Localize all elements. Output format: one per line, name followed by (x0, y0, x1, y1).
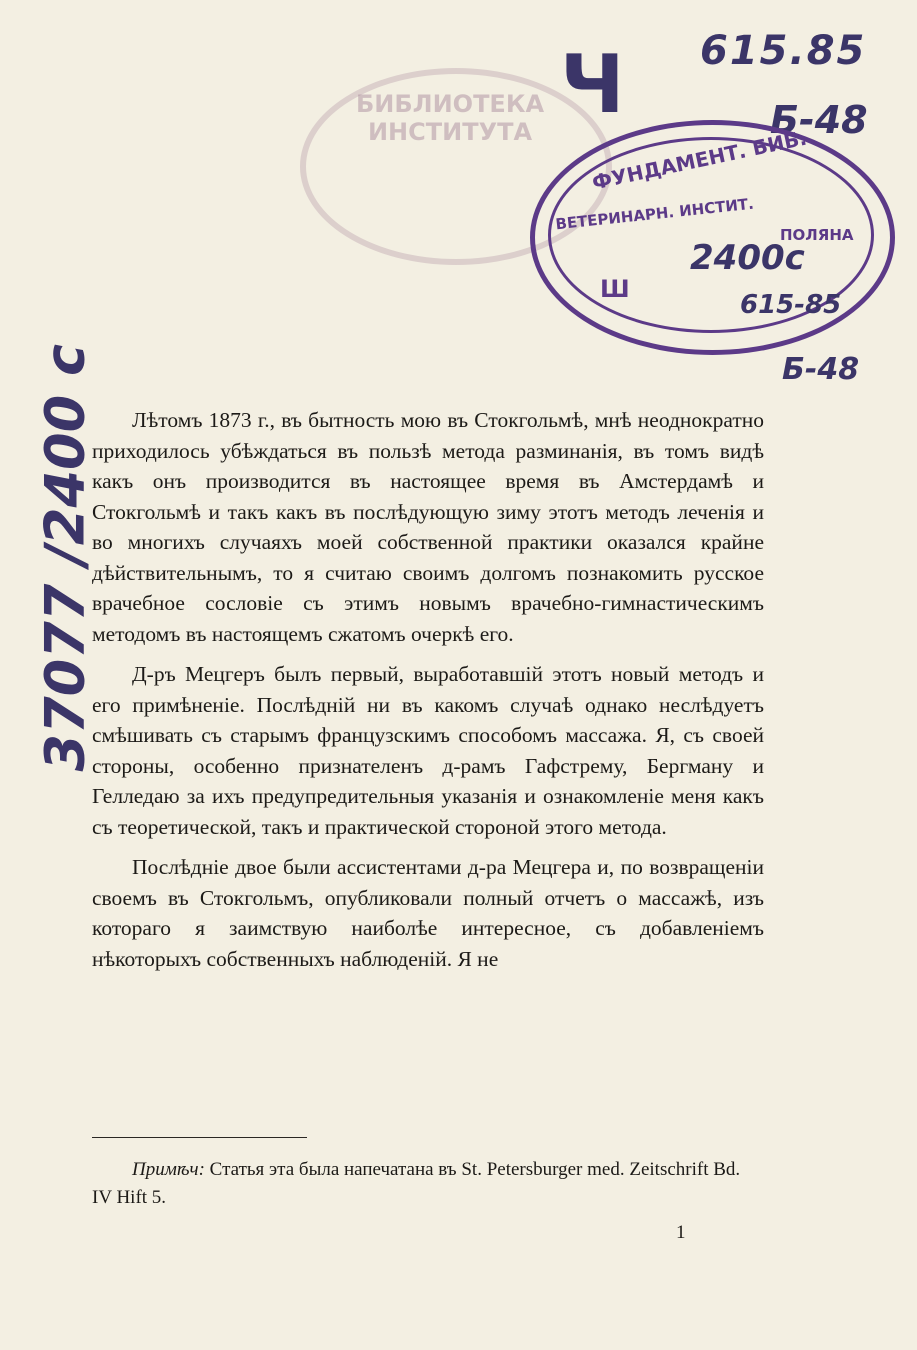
catalog-sub-handwritten: Б-48 (770, 98, 868, 142)
stamp-inventory-number: 2400с (690, 238, 805, 278)
footnote-text: Статья эта была напечатана въ St. Petersburger med. Zeitschrift Bd. IV Hift 5. (92, 1159, 741, 1208)
footnote-divider (92, 1137, 307, 1138)
catalog-right-handwritten: Б-48 (782, 352, 860, 387)
stamp-line-1: ФУНДАМЕНТ. БИБ. (589, 125, 809, 195)
footnote (92, 1156, 764, 1212)
handwritten-mark: Ч (560, 38, 625, 131)
paragraph-2: Д-ръ Мецгеръ былъ первый, выработавшій этотъ новый методъ и его примѣненіе. Послѣдній ни въ какомъ случаѣ однако неслѣдуетъ смѣшивать съ старымъ французскимъ способомъ массажа. Я, съ своей стороны, особенно признателенъ д-рамъ Гафстрему, Бергману и Гелледаю за ихъ предупредительныя указанія и ознакомленіе меня какъ съ теоретической, такъ и практической стороной этого метода. (92, 662, 764, 839)
footnote-label: Примѣч: (132, 1159, 205, 1180)
paragraph-3: Послѣдніе двое были ассистентами д-ра Мецгера и, по возвращеніи своемъ въ Стокгольмъ, опубликовали полный отчетъ о массажѣ, изъ котораго я заимствую наиболѣе интересное, съ добавленіемъ нѣкоторыхъ собственныхъ наблюденій. Я не (92, 855, 764, 971)
stamp-line-3: ПОЛЯНА (780, 226, 854, 244)
margin-handwritten-note: 37077 /2400 с (33, 344, 97, 772)
page-number: 1 (676, 1222, 686, 1243)
catalog-number-handwritten: 615.85 (700, 28, 867, 74)
faded-stamp-text: БИБЛИОТЕКА ИНСТИТУТА (355, 90, 545, 146)
stamp-code-letter: Ш (600, 275, 630, 303)
stamp-shelf-number: 615-85 (740, 290, 842, 320)
stamp-line-2: ВЕТЕРИНАРН. ИНСТИТ. (554, 194, 755, 234)
paragraph-1: Лѣтомъ 1873 г., въ бытность мою въ Стокгольмѣ, мнѣ неоднократно приходилось убѣждаться въ пользѣ метода разминанія, въ томъ видѣ какъ онъ производится въ настоящее время въ Амстердамѣ и Стокгольмѣ и такъ какъ въ послѣдующую зиму этотъ методъ леченія и во многихъ случаяхъ моей собственной практики оказался крайне дѣйствительнымъ, то я считаю своимъ долгомъ познакомить русское врачебное сословіе съ этимъ новымъ врачебно-гимнастическимъ методомъ въ настоящемъ сжатомъ очеркѣ его. (92, 408, 764, 646)
main-text (92, 405, 764, 984)
